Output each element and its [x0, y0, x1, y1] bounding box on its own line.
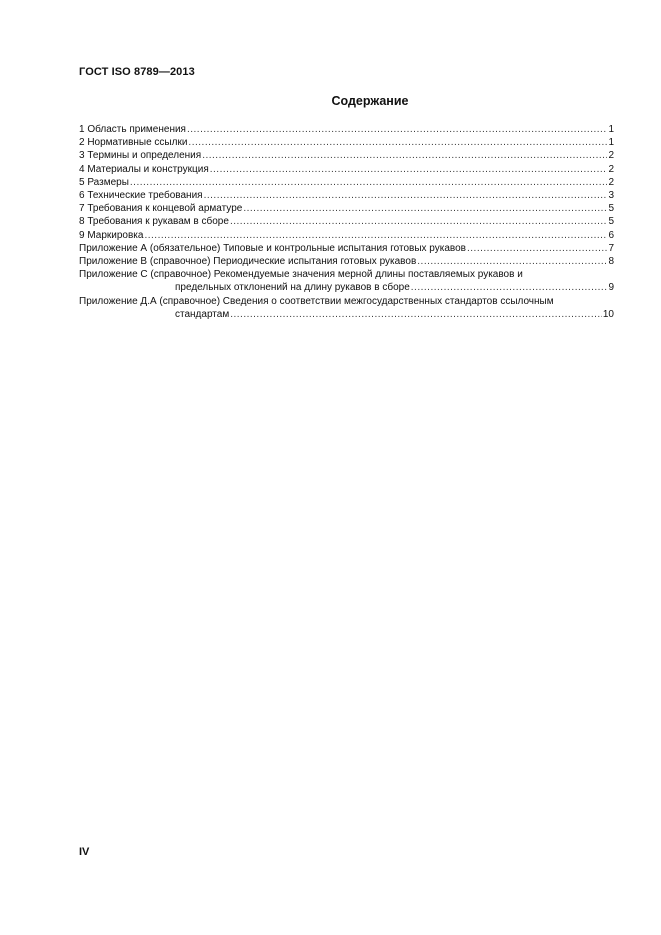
toc-leader-dots [144, 229, 607, 242]
toc-entry[interactable] [79, 215, 614, 228]
document-code: ГОСТ ISO 8789—2013 [79, 66, 195, 78]
toc-entry-page: 1 [608, 137, 614, 149]
toc-entry-page: 9 [608, 282, 614, 294]
toc-entry[interactable] [79, 189, 614, 202]
toc-leader-dots [417, 255, 607, 268]
toc-entry-label-line1: Приложение С (справочное) Рекомендуемые значения мерной длины поставляемых рукавов и [79, 269, 523, 281]
toc-entry-continuation [79, 308, 614, 321]
toc-entry-page: 8 [608, 256, 614, 268]
toc-entry-label: 7 Требования к концевой арматуре [79, 203, 243, 215]
toc-entry-label: 2 Нормативные ссылки [79, 137, 188, 149]
toc-entry-page: 5 [608, 216, 614, 228]
toc-leader-dots [243, 202, 607, 215]
toc-entry-page: 2 [608, 150, 614, 162]
toc-entry-label: 8 Требования к рукавам в сборе [79, 216, 229, 228]
toc-leader-dots [204, 189, 608, 202]
toc-entry-label: 5 Размеры [79, 176, 129, 188]
toc-entry[interactable] [79, 123, 614, 136]
toc-entry[interactable] [79, 202, 614, 215]
toc-entry-page: 6 [608, 229, 614, 241]
toc-title: Содержание [331, 94, 409, 108]
toc-entry-label-line2: стандартам [175, 308, 230, 320]
toc-entry-page: 2 [608, 163, 614, 175]
toc-entry[interactable] [79, 163, 614, 176]
toc-entry-page: 2 [608, 176, 614, 188]
toc-leader-dots [230, 308, 602, 321]
toc-entry-label: 9 Маркировка [79, 229, 144, 241]
toc-entry-label: 4 Материалы и конструкция [79, 163, 209, 175]
toc-leader-dots [230, 215, 608, 228]
table-of-contents [79, 123, 614, 321]
toc-leader-dots [210, 163, 608, 176]
toc-entry[interactable] [79, 136, 614, 149]
toc-entry-label: 1 Область применения [79, 124, 186, 135]
toc-entry-label-line1: Приложение Д.А (справочное) Сведения о соответствии межгосударственных стандартов ссылочным [79, 295, 554, 307]
toc-entry-page: 5 [608, 203, 614, 215]
toc-leader-dots [411, 281, 608, 294]
toc-leader-dots [467, 242, 607, 255]
toc-entry-page: 1 [608, 124, 614, 135]
toc-entry-label: 6 Технические требования [79, 190, 203, 202]
toc-entry[interactable] [79, 176, 614, 189]
toc-entry-page: 3 [608, 190, 614, 202]
toc-entry-multiline[interactable] [79, 295, 614, 321]
toc-entry[interactable] [79, 149, 614, 162]
toc-entry-label: 3 Термины и определения [79, 150, 202, 162]
toc-entry-multiline[interactable] [79, 268, 614, 294]
toc-entry-page: 10 [602, 308, 614, 320]
toc-entry[interactable] [79, 229, 614, 242]
toc-leader-dots [202, 149, 607, 162]
toc-entry-continuation [79, 281, 614, 294]
toc-entry-label: Приложение В (справочное) Периодические испытания готовых рукавов [79, 256, 417, 268]
toc-entry-page: 7 [608, 242, 614, 254]
toc-leader-dots [130, 176, 608, 189]
toc-entry[interactable] [79, 242, 614, 255]
toc-leader-dots [187, 123, 607, 136]
toc-entry-label-line2: предельных отклонений на длину рукавов в сборе [175, 282, 410, 294]
toc-entry[interactable] [79, 255, 614, 268]
toc-leader-dots [188, 136, 607, 149]
page-number: IV [79, 846, 90, 858]
toc-entry-label: Приложение А (обязательное) Типовые и контрольные испытания готовых рукавов [79, 242, 466, 254]
